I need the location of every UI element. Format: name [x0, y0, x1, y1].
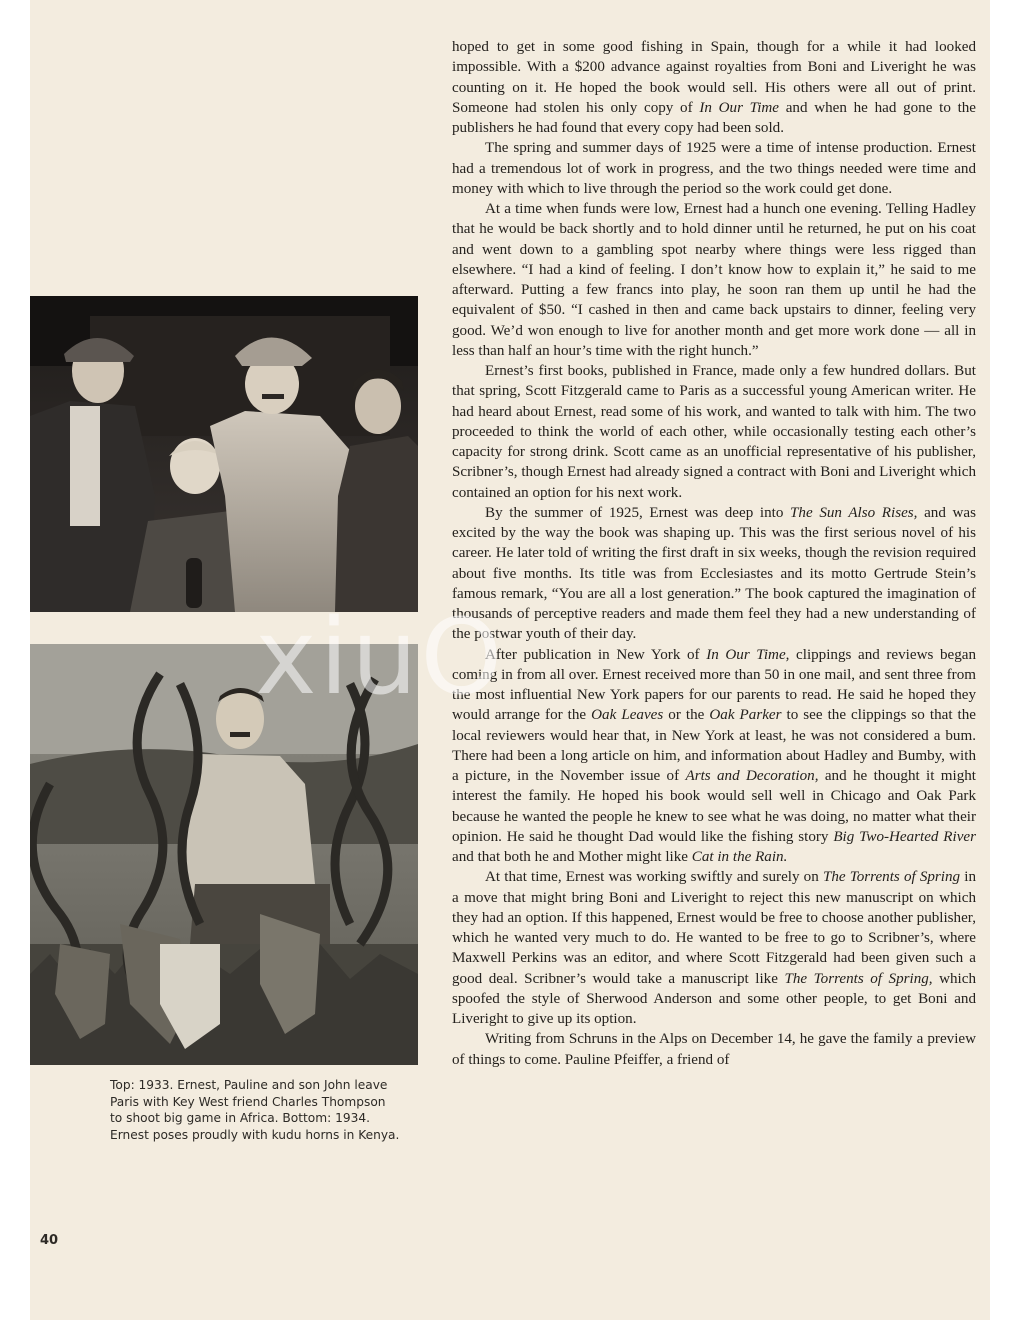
italic-title: Big Two-Hearted River — [833, 828, 976, 845]
body-paragraph — [452, 361, 976, 503]
italic-title: The Torrents of Spring, — [784, 970, 933, 987]
body-paragraph — [452, 37, 976, 138]
watermark-text: xiuO — [255, 596, 506, 718]
page-number: 40 — [40, 1233, 59, 1248]
caption-text: Top: 1933. Ernest, Pauline and son John leave Paris with Key West friend Charles Thompson to shoot big game in Africa. Bottom: 1934. Ernest poses proudly with kudu horns in Kenya. — [110, 1078, 400, 1142]
paragraph-text: in a move that might bring Boni and Liveright to reject this new manuscript on which they had an option. If this happened, Ernest would be free to choose another publisher, which he wanted very much to do. He wanted to be free to go to Scribner’s, where Maxwell Perkins was an editor, and where Scott Fitzgerald had been given such a good deal. Scribner’s would take a manuscript like — [452, 869, 977, 987]
photo-caption — [110, 1077, 422, 1143]
paragraph-text: and when he had gone to the publishers he had found that every copy had been sold. — [452, 99, 977, 136]
kudu-horns-photo-image — [30, 644, 418, 1065]
paragraph-text: Writing from Schruns in the Alps on December 14, he gave the family a preview of things to come. Pauline Pfeiffer, a friend of — [452, 1031, 976, 1068]
paragraph-text: and that both he and Mother might like — [452, 849, 692, 865]
italic-title: In Our Time — [699, 99, 780, 116]
italic-title: Cat in the Rain. — [691, 849, 788, 865]
paragraph-text: hoped to get in some good fishing in Spain, though for a while it had looked impossible. With a $200 advance against royalties from Boni and Liveright he was counting on it. He hoped the book would sell. His others were all out of print. Someone had stolen his only copy of — [452, 39, 976, 116]
body-paragraph — [452, 867, 976, 1029]
italic-title: Arts and Decoration, — [685, 768, 819, 784]
paragraph-text: and was excited by the way the book was shaping up. This was the first serious novel of his career. He later told of writing the first draft in six weeks, though the revision required about five months. Its title was from Ecclesiastes and its motto Gertrude Stein’s famous remark, “You are all a lost generation.” The book captured the imagination of thousands of perceptive readers and made them feel they had a new understanding of the postwar youth of their day. — [452, 504, 977, 643]
italic-title: The Torrents of Spring — [822, 869, 961, 886]
paragraph-text: and he thought it might interest the family. He hoped his book would sell well in Chicago and Oak Park because he wanted the people he knew to see what he was doing, no matter what their opinion. He said he thought Dad would like the fishing story — [452, 768, 977, 845]
article-text-column — [452, 37, 976, 1070]
paragraph-text: clippings and reviews began coming in from all over. Ernest received more than 50 in one mail, and sent three from the most influential New York papers for our parents to read. He said he hoped they would arrange for the — [452, 646, 976, 724]
paragraph-text: to see the clippings so that the local reviewers would hear that, in New York at least, he was not considered a bum. There had been a long article on him, and information about Hadley and Bumby, with a picture, in the November issue of — [452, 707, 976, 784]
group-photo-image — [30, 296, 418, 612]
body-paragraph — [452, 1029, 976, 1070]
italic-title: Oak Leaves — [591, 707, 664, 724]
magazine-page — [30, 0, 990, 1320]
paragraph-text: At a time when funds were low, Ernest had a hunch one evening. Telling Hadley that he would be back shortly and to hold dinner until he returned, he put on his coat and went down to a gambling spot nearby where things were less rigged than elsewhere. “I had a kind of feeling. I don’t know how to explain it,” he said to me afterward. Putting a few francs into play, he soon ran them up until he had the equivalent of $50. “I cashed in then and came back upstairs to dinner, feeling very good. We’d won enough to live for another month and get more work done — all in less than half an hour’s time with the right hunch.” — [452, 201, 976, 359]
body-paragraph — [452, 645, 976, 868]
paragraph-text: or the — [663, 707, 710, 724]
paragraph-text: After publication in New York of — [485, 646, 707, 663]
paragraph-text: By the summer of 1925, Ernest was deep into — [485, 504, 791, 521]
italic-title: Oak Parker — [709, 707, 782, 724]
paragraph-text: Ernest’s first books, published in France, made only a few hundred dollars. But that spring, Scott Fitzgerald came to Paris as a successful young American writer. He had heard about Ernest, read some of his work, and wanted to talk with him. The two proceeded to think the world of each other, while occasionally testing each other’s capacity for strong drink. Scott came as an unofficial representative of his publisher, Scribner’s, though Ernest had already signed a contract with Boni and Liveright which contained an option for his next work. — [452, 363, 976, 501]
italic-title: The Sun Also Rises, — [790, 504, 918, 521]
paragraph-text: The spring and summer days of 1925 were a time of intense production. Ernest had a tremendous lot of work in progress, and the two things needed were time and money with which to live through the period so the work could get done. — [452, 140, 976, 197]
photo-top-1933-group — [30, 296, 418, 612]
photo-bottom-1934-kudu — [30, 644, 418, 1065]
body-paragraph — [452, 199, 976, 361]
body-paragraph — [452, 138, 976, 199]
paragraph-text: At that time, Ernest was working swiftly and surely on — [485, 869, 823, 886]
italic-title: In Our Time, — [706, 646, 790, 663]
body-paragraph — [452, 503, 976, 645]
paragraph-text: which spoofed the style of Sherwood Anderson and some other people, to get Boni and Liveright to give up its option. — [452, 970, 976, 1027]
